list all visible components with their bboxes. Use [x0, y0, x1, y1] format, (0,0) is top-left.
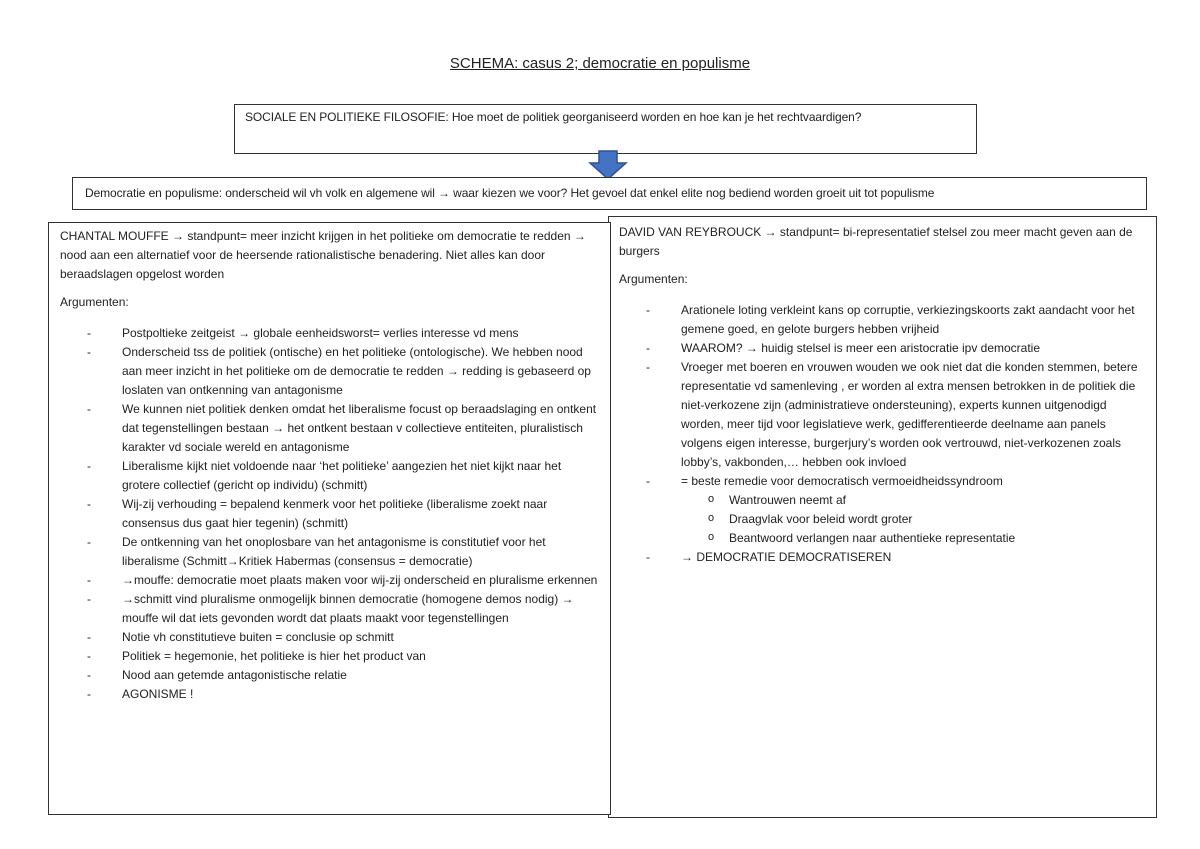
list-item: - Nood aan getemde antagonistische relatie — [60, 666, 602, 685]
list-item: - →schmitt vind pluralisme onmogelijk binnen democratie (homogene demos nodig) → mouffe wil dat iets gevonden wordt dat plaats maakt voor tegenstellingen — [60, 590, 602, 628]
van-reybrouck-argument-list — [619, 301, 1146, 567]
list-item: - Arationele loting verkleint kans op corruptie, verkiezingskoorts zakt aandacht voor het gemene goed, en gelote burgers hebben vrijheid — [619, 301, 1146, 339]
mouffe-arguments-heading: Argumenten: — [60, 295, 129, 309]
philosophy-question-text: SOCIALE EN POLITIEKE FILOSOFIE: Hoe moet de politiek georganiseerd worden en hoe kan je het rechtvaardigen? — [245, 110, 862, 124]
mouffe-intro: CHANTAL MOUFFE → standpunt= meer inzicht krijgen in het politieke om democratie te redden → nood aan een alternatief voor de heersende rationalistische benadering. Niet alles kan door beraadslagen opgelost worden — [60, 229, 586, 281]
list-item: - Onderscheid tss de politiek (ontische) en het politieke (ontologische). We hebben nood aan meer inzicht in het politieke om de democratie te redden → redding is gebaseerd op loslaten van ontkenning van antagonisme — [60, 343, 602, 400]
sub-list-item: o Beantwoord verlangen naar authentieke representatie — [681, 529, 1146, 548]
list-item: - Vroeger met boeren en vrouwen wouden we ook niet dat die konden stemmen, betere representatie vd samenleving , er worden al extra mensen betrokken in de politiek die niet-verkozene zijn (administratieve ondersteuning), experts kunnen uitgenodigd worden, meer tijd voor legislatieve werk, gedifferentieerde deelname aan panels volgens eigen interesse, burgerjury’s worden ook vertrouwd, niet-verkozenen zoals lobby’s, vakbonden,… hebben ook invloed — [619, 358, 1146, 472]
list-item: - → DEMOCRATIE DEMOCRATISEREN — [619, 548, 1146, 567]
list-item: - →mouffe: democratie moet plaats maken voor wij-zij onderscheid en pluralisme erkennen — [60, 571, 602, 590]
van-reybrouck-arguments-heading: Argumenten: — [619, 272, 688, 286]
list-item: - We kunnen niet politiek denken omdat het liberalisme focust op beraadslaging en ontkent dat tegenstellingen bestaan → het ontkent bestaan v collectieve entiteiten, pluralistisch karakter vd sociale wereld en antagonisme — [60, 400, 602, 457]
list-item: - AGONISME ! — [60, 685, 602, 704]
list-item: - Liberalisme kijkt niet voldoende naar ‘het politieke’ aangezien het niet kijkt naar het grotere collectief (gericht op individu) (schmitt) — [60, 457, 602, 495]
mouffe-argument-list — [60, 324, 602, 704]
list-item-text: = beste remedie voor democratisch vermoeidheidssyndroom — [681, 474, 1003, 488]
sub-list — [681, 491, 1146, 548]
philosophy-question-box — [234, 104, 977, 154]
arrow-down-icon — [588, 150, 628, 180]
democracy-populism-box — [72, 177, 1147, 210]
democracy-populism-text: Democratie en populisme: onderscheid wil vh volk en algemene wil → waar kiezen we voor? Het gevoel dat enkel elite nog bediend worden groeit uit tot populisme — [85, 186, 935, 200]
list-item: - Postpoltieke zeitgeist → globale eenheidsworst= verlies interesse vd mens — [60, 324, 602, 343]
mouffe-column — [48, 222, 611, 815]
van-reybrouck-column — [608, 216, 1157, 818]
list-item: - Wij-zij verhouding = bepalend kenmerk voor het politieke (liberalisme zoekt naar consensus dus gaat hier tegenin) (schmitt) — [60, 495, 602, 533]
list-item: - Politiek = hegemonie, het politieke is hier het product van — [60, 647, 602, 666]
list-item: - De ontkenning van het onoplosbare van het antagonisme is constitutief voor het liberalisme (Schmitt→Kritiek Habermas (consensus = democratie) — [60, 533, 602, 571]
list-item — [619, 472, 1146, 548]
page-title: SCHEMA: casus 2; democratie en populisme — [449, 55, 751, 72]
list-item: - Notie vh constitutieve buiten = conclusie op schmitt — [60, 628, 602, 647]
list-item: - WAAROM? → huidig stelsel is meer een aristocratie ipv democratie — [619, 339, 1146, 358]
van-reybrouck-intro: DAVID VAN REYBROUCK → standpunt= bi-representatief stelsel zou meer macht geven aan de burgers — [619, 225, 1133, 258]
sub-list-item: o Wantrouwen neemt af — [681, 491, 1146, 510]
sub-list-item: o Draagvlak voor beleid wordt groter — [681, 510, 1146, 529]
